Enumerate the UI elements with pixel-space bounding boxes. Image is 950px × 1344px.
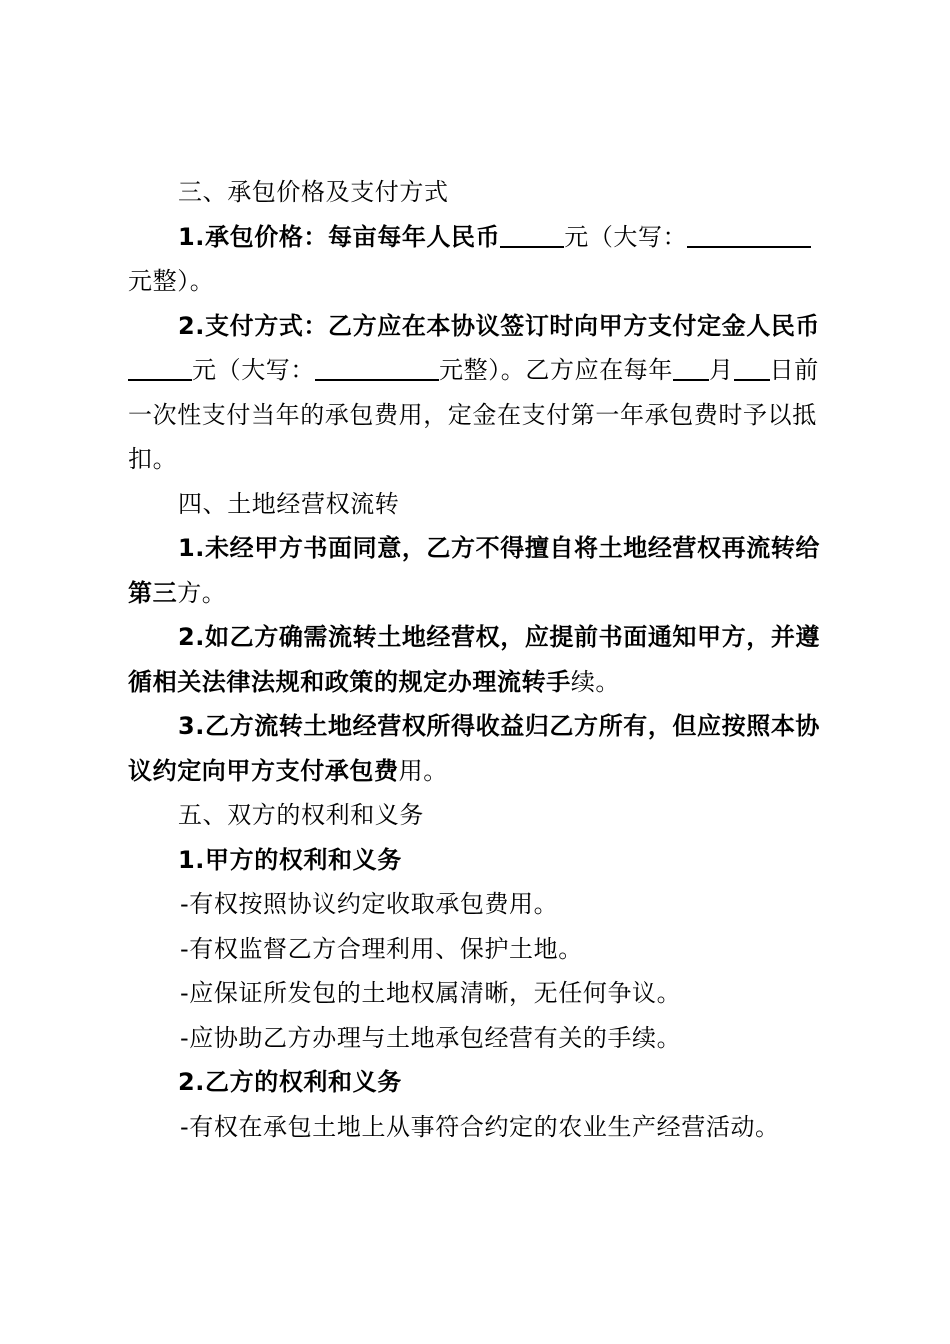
section-4-item-1: [128, 526, 828, 615]
party-b-subheading: 2.乙方的权利和义务: [178, 1068, 402, 1096]
section-4-item-2-tail: 续。: [570, 667, 621, 696]
section-4-item-1-tail: 方。: [177, 578, 227, 607]
item-2-text-2: 元整）。乙方应在每年: [439, 356, 673, 384]
section-5-heading: 五、双方的权利和义务: [178, 801, 424, 829]
section-4-heading: 四、土地经营权流转: [178, 489, 400, 518]
deposit-blank: [128, 353, 192, 381]
deposit-uppercase-blank: [315, 353, 439, 381]
section-3-heading: 三、承包价格及支付方式: [178, 178, 449, 206]
party-a-item-3: -应保证所发包的土地权属清晰，无任何争议。: [180, 979, 682, 1007]
section-4-item-3: [128, 704, 828, 793]
month-blank: [673, 353, 709, 381]
party-a-item-2: -有权监督乙方合理利用、保护土地。: [180, 934, 583, 963]
section-4-item-2-bold: 2.如乙方确需流转土地经营权，应提前书面通知甲方，并遵循相关法律法规和政策的规定办理流转手: [128, 623, 821, 696]
party-b-item-1: -有权在承包土地上从事符合约定的农业生产经营活动。: [180, 1112, 780, 1141]
item-2-text-4: 日前一次性支付当年的承包费用，定金在支付第一年承包费时予以抵扣。: [128, 356, 819, 473]
party-a-subheading: 1.甲方的权利和义务: [178, 845, 402, 874]
day-blank: [734, 353, 770, 381]
section-4-item-3-tail: 用。: [398, 756, 448, 785]
item-1-bold-text: 1.承包价格：每亩每年人民币: [178, 222, 501, 251]
price-uppercase-blank: [687, 220, 811, 248]
price-blank: [500, 220, 564, 248]
section-3-item-1: [128, 215, 828, 304]
item-1-text-2: 元整）。: [128, 267, 215, 295]
section-3-item-2: [128, 304, 828, 482]
item-2-text-1: 元（大写：: [192, 356, 315, 384]
section-4-item-1-bold: 1.未经甲方书面同意，乙方不得擅自将土地经营权再流转给第三: [128, 534, 821, 607]
party-a-item-1: -有权按照协议约定收取承包费用。: [180, 890, 559, 918]
item-1-text-1: 元（大写：: [564, 222, 688, 251]
section-4-item-3-bold: 3.乙方流转土地经营权所得收益归乙方所有，但应按照本协议约定向甲方支付承包费: [128, 712, 821, 785]
item-2-text-3: 月: [709, 356, 734, 384]
item-2-bold-text: 2.支付方式：乙方应在本协议签订时向甲方支付定金人民币: [178, 311, 821, 340]
section-4-item-2: [128, 615, 828, 704]
document-body: [128, 170, 828, 1149]
party-a-item-4: -应协助乙方办理与土地承包经营有关的手续。: [180, 1023, 682, 1052]
